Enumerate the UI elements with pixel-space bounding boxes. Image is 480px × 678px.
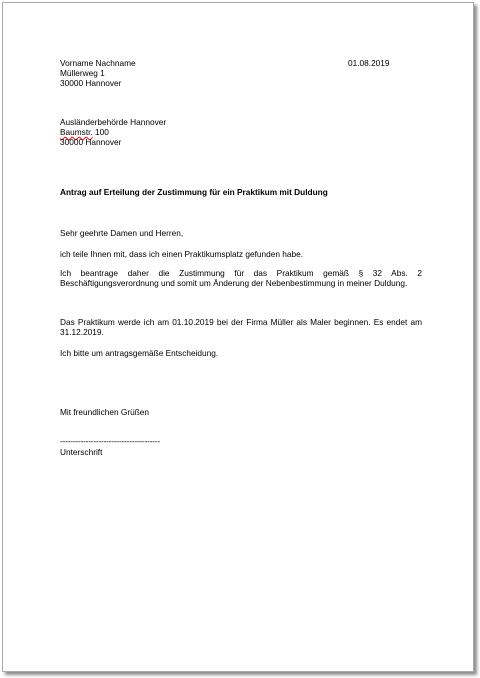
letter-date: 01.08.2019 bbox=[348, 58, 390, 68]
recipient-city: 30000 Hannover bbox=[60, 137, 122, 147]
sender-name: Vorname Nachname bbox=[60, 58, 136, 68]
salutation: Sehr geehrte Damen und Herren, bbox=[60, 228, 184, 238]
signature-line: --------------------------------------- bbox=[60, 436, 160, 446]
paragraph-2: Ich beantrage daher die Zustimmung für das Praktikum gemäß § 32 Abs. 2 Beschäftigungsverordnung und somit um Änderung der Nebenbestimmung in meiner Duldung. bbox=[60, 268, 422, 288]
letter-page bbox=[2, 2, 474, 672]
sender-street: Müllerweg 1 bbox=[60, 68, 105, 78]
paragraph-4: Ich bitte um antragsgemäße Entscheidung. bbox=[60, 348, 219, 358]
paragraph-1: ich teile Ihnen mit, dass ich einen Praktikumsplatz gefunden habe. bbox=[60, 249, 304, 259]
paragraph-3: Das Praktikum werde ich am 01.10.2019 bei der Firma Müller als Maler beginnen. Es endet am 31.12.2019. bbox=[60, 317, 422, 337]
letter-subject: Antrag auf Erteilung der Zustimmung für ein Praktikum mit Duldung bbox=[60, 187, 328, 197]
spellcheck-flagged-word: Baumstr. bbox=[60, 127, 93, 137]
recipient-name: Ausländerbehörde Hannover bbox=[60, 117, 167, 127]
closing: Mit freundlichen Grüßen bbox=[60, 407, 150, 417]
recipient-street bbox=[60, 127, 109, 137]
sender-city: 30000 Hannover bbox=[60, 78, 122, 88]
recipient-street-number: 100 bbox=[92, 127, 109, 137]
signature-label: Unterschrift bbox=[60, 447, 103, 457]
